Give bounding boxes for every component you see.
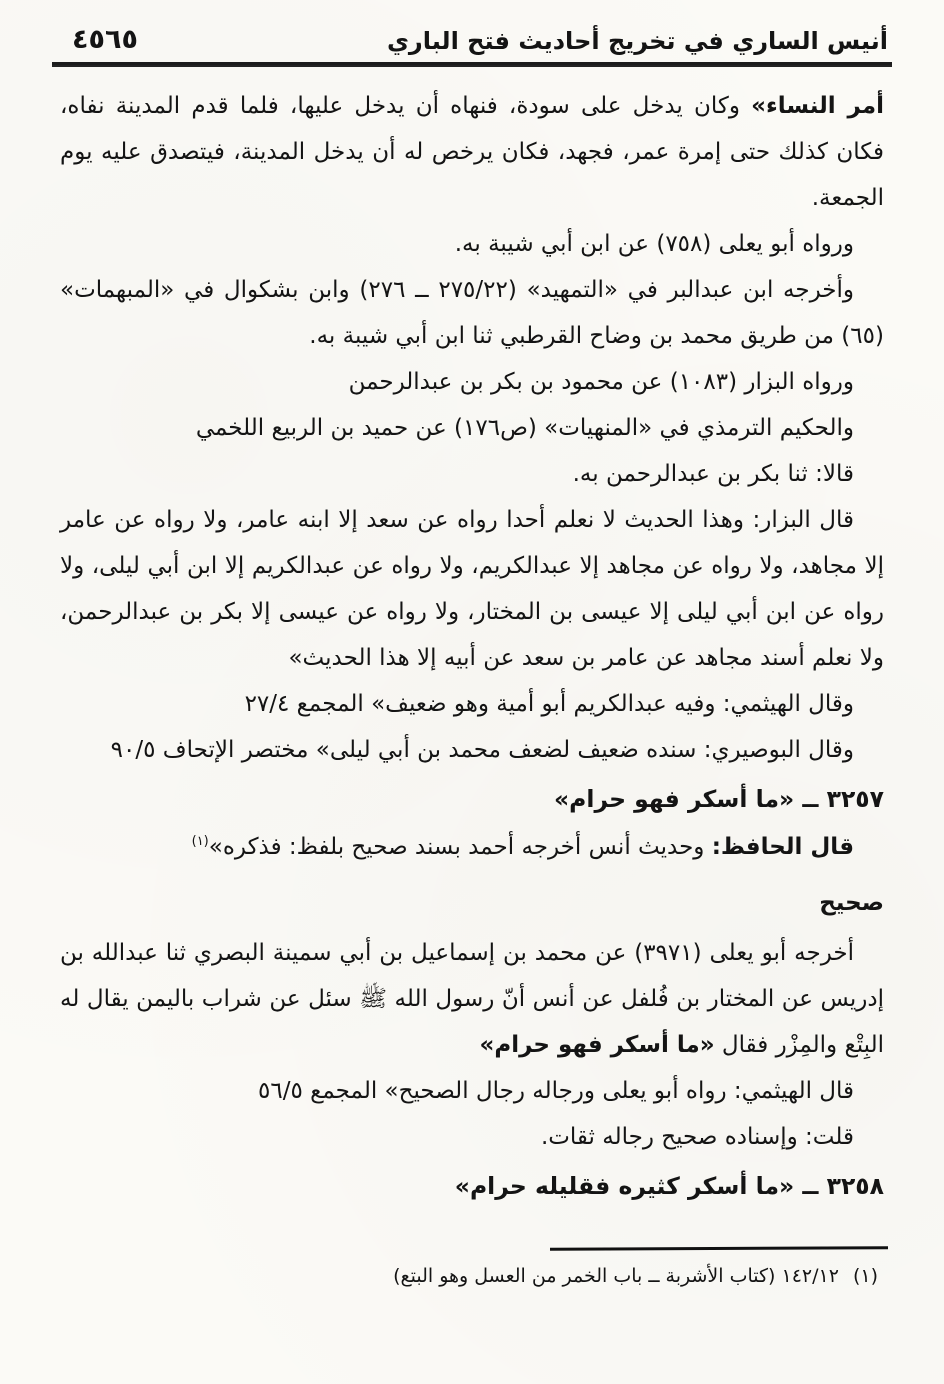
- paragraph-haythami-comment: وقال الهيثمي: وفيه عبدالكريم أبو أمية وهو ضعيف» المجمع ٢٧/٤: [244, 691, 854, 717]
- page-number: ٤٥٦٥: [72, 24, 138, 55]
- bold-matn: «ما أسكر فهو حرام»: [479, 1032, 715, 1058]
- paragraph-text: وكان يدخل على سودة، فنهاه أن يدخل عليها، فلما قدم المدينة نفاه، فكان كذلك حتى إمرة عمر، فجهد، فكان يرخص له أن يدخل المدينة، فيتصدق عليه يوم الجمعة.: [60, 93, 884, 211]
- paragraph-riwaya-abu-yala: ورواه أبو يعلى (٧٥٨) عن ابن أبي شيبة به.: [454, 231, 854, 257]
- footnote-separator: [550, 1246, 888, 1250]
- paragraph-continuation: [60, 83, 884, 221]
- paragraph-qala: قالا: ثنا بكر بن عبدالرحمن به.: [572, 461, 854, 487]
- paragraph-text: وحديث أنس أخرجه أحمد بسند صحيح بلفظ: فذكره»: [208, 834, 712, 860]
- paragraph-hafiz-statement: [60, 824, 884, 870]
- paragraph-author-verdict: قلت: وإسناده صحيح رجاله ثقات.: [540, 1124, 854, 1150]
- bold-lead: قال الحافظ:: [711, 834, 854, 860]
- page-body: [0, 67, 944, 1209]
- hadith-heading-3257: ٣٢٥٧ ــ «ما أسكر فهو حرام»: [553, 785, 884, 813]
- paragraph-riwaya-bazzar: ورواه البزار (١٠٨٣) عن محمود بن بكر بن عبدالرحمن: [348, 369, 854, 395]
- grade-sahih: صحيح: [819, 890, 884, 916]
- paragraph-haythami-grade: قال الهيثمي: رواه أبو يعلى ورجاله رجال الصحيح» المجمع ٥٦/٥: [258, 1078, 854, 1104]
- paragraph-busiri-comment: وقال البوصيري: سنده ضعيف لضعف محمد بن أبي ليلى» مختصر الإتحاف ٩٠/٥: [110, 737, 854, 763]
- page-header: [0, 0, 944, 55]
- bold-lead: أمر النساء»: [751, 93, 884, 119]
- footnote-reference: (١): [191, 834, 209, 849]
- paragraph-isnad-abu-yala: [60, 930, 884, 1068]
- footnote-area: [56, 1247, 888, 1292]
- paragraph-text: أخرجه أبو يعلى (٣٩٧١) عن محمد بن إسماعيل بن أبي سمينة البصري ثنا عبدالله بن إدريس عن المختار بن فُلفل عن أنس أنّ رسول الله ﷺ سئل عن شراب باليمن يقال له البِتْع والمِزْر فقال: [60, 940, 884, 1058]
- book-title: أنيس الساري في تخريج أحاديث فتح الباري: [386, 27, 888, 55]
- footnote-text: ١٤٢/١٢ (كتاب الأشربة ــ باب الخمر من العسل وهو البتع): [393, 1265, 839, 1287]
- paragraph-hakim-tirmidhi: والحكيم الترمذي في «المنهيات» (ص١٧٦) عن حميد بن الربيع اللخمي: [195, 415, 854, 441]
- footnote-marker: (١): [852, 1265, 878, 1287]
- hadith-heading-3258: ٣٢٥٨ ــ «ما أسكر كثيره فقليله حرام»: [454, 1172, 884, 1200]
- footnote: [56, 1260, 888, 1292]
- paragraph-bazzar-comment: قال البزار: وهذا الحديث لا نعلم أحدا رواه عن سعد إلا ابنه عامر، ولا رواه عن عامر إلا مجاهد، ولا رواه عن مجاهد إلا عبدالكريم، ولا رواه عن عبدالكريم إلا ابن أبي ليلى، ولا رواه عن ابن أبي ليلى إلا عيسى بن المختار، ولا رواه عن عيسى إلا بكر بن عبدالرحمن، ولا نعلم أسند مجاهد عن عامر بن سعد عن أبيه إلا هذا الحديث»: [60, 507, 884, 671]
- paragraph-takhrij-ibn-abdalbarr: وأخرجه ابن عبدالبر في «التمهيد» (٢٧٥/٢٢ ــ ٢٧٦) وابن بشكوال في «المبهمات» (٦٥) من طريق محمد بن وضاح القرطبي ثنا ابن أبي شيبة به.: [60, 277, 884, 349]
